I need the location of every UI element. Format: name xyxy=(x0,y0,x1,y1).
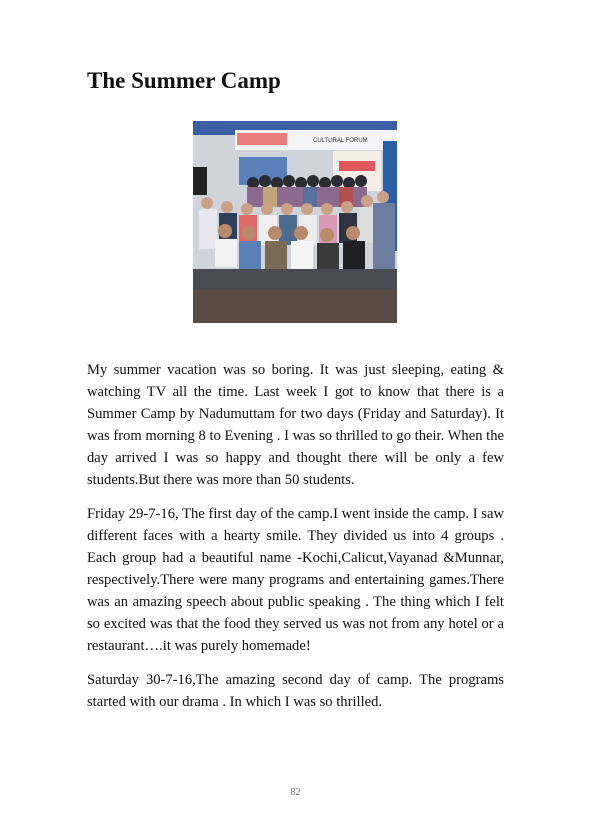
group-photo xyxy=(193,121,397,323)
page-title: The Summer Camp xyxy=(87,68,281,93)
paragraph: My summer vacation was so boring. It was just sleeping, eating & watching TV all the time. Last week I got to know that there is a Summer Camp by Nadumuttam for two days (Friday and Saturday). It was from morning 8 to Evening . I was so thrilled to go their. When the day arrived I was so happy and thought there will be only a few students.But there was more than 50 students. xyxy=(87,362,504,488)
paragraph: Saturday 30-7-16,The amazing second day of camp. The programs started with our drama . In which I was so thrilled. xyxy=(87,672,504,710)
article-body xyxy=(87,359,504,725)
banner-text: CULTURAL FORUM xyxy=(313,138,368,144)
page-number: 82 xyxy=(290,787,301,798)
paragraph: Friday 29-7-16, The first day of the camp.I went inside the camp. I saw different faces with a hearty smile. They divided us into 4 groups . Each group had a beautiful name -Kochi,Calicut,Vayanad &Munnar, respectively.There were many programs and entertaining games.There was an amazing speech about public speaking . The thing which I felt so excited was that the food they served us was not from any hotel or a restaurant….it was purely homemade! xyxy=(87,506,504,654)
